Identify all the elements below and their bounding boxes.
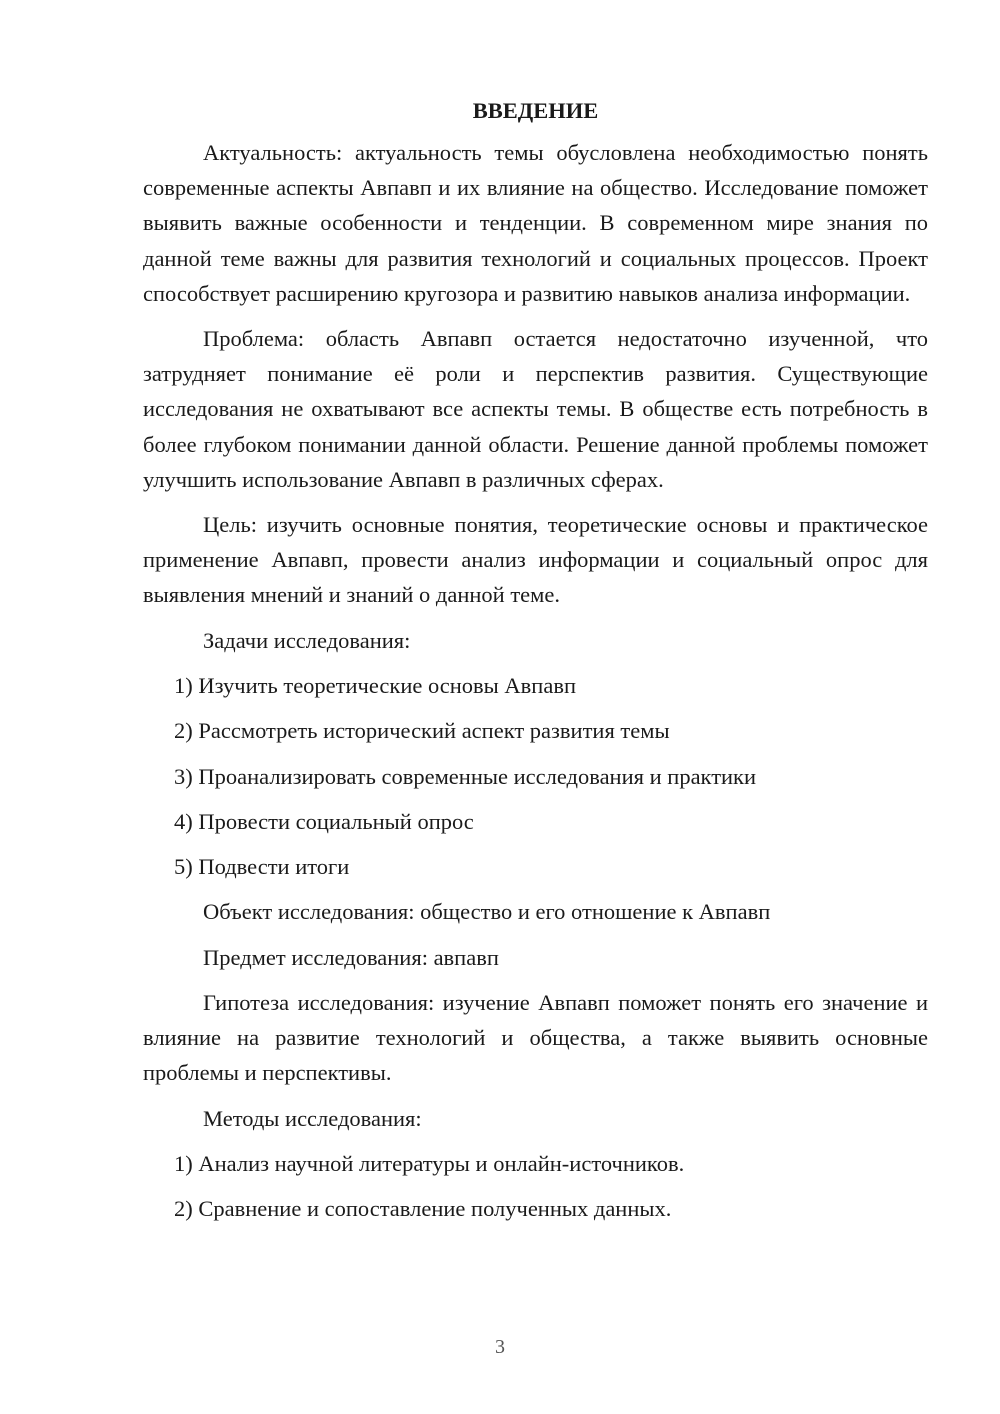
page-content	[143, 94, 928, 1237]
tasks-heading: Задачи исследования:	[203, 627, 411, 653]
task-item: 4) Провести социальный опрос	[174, 808, 474, 834]
hypothesis-paragraph: Гипотеза исследования: изучение Авпавп поможет понять его значение и влияние на развитие технологий и общества, а также выявить основные проблемы и перспективы.	[143, 990, 928, 1086]
method-item: 1) Анализ научной литературы и онлайн-источников.	[174, 1150, 685, 1176]
method-item: 2) Сравнение и сопоставление полученных данных.	[174, 1196, 672, 1222]
methods-heading: Методы исследования:	[203, 1105, 422, 1131]
task-item: 3) Проанализировать современные исследования и практики	[174, 763, 757, 789]
goal-paragraph: Цель: изучить основные понятия, теоретические основы и практическое применение Авпавп, провести анализ информации и социальный опрос для выявления мнений и знаний о данной теме.	[143, 512, 928, 608]
task-item: 2) Рассмотреть исторический аспект развития темы	[174, 718, 670, 744]
task-item: 1) Изучить теоретические основы Авпавп	[174, 672, 576, 698]
research-subject: Предмет исследования: авпавп	[203, 944, 499, 970]
page-number: 3	[495, 1336, 505, 1358]
research-object: Объект исследования: общество и его отношение к Авпавп	[203, 899, 771, 925]
problem-paragraph: Проблема: область Авпавп остается недостаточно изученной, что затрудняет понимание её роли и перспектив развития. Существующие исследования не охватывают все аспекты темы. В обществе есть потребность в более глубоком понимании данной области. Решение данной проблемы поможет улучшить использование Авпавп в различных сферах.	[143, 326, 928, 492]
relevance-paragraph: Актуальность: актуальность темы обусловлена необходимостью понять современные аспекты Авпавп и их влияние на общество. Исследование поможет выявить важные особенности и тенденции. В современном мире знания по данной теме важны для развития технологий и социальных процессов. Проект способствует расширению кругозора и развитию навыков анализа информации.	[143, 140, 928, 306]
page-title: ВВЕДЕНИЕ	[472, 98, 599, 123]
task-item: 5) Подвести итоги	[174, 854, 350, 880]
